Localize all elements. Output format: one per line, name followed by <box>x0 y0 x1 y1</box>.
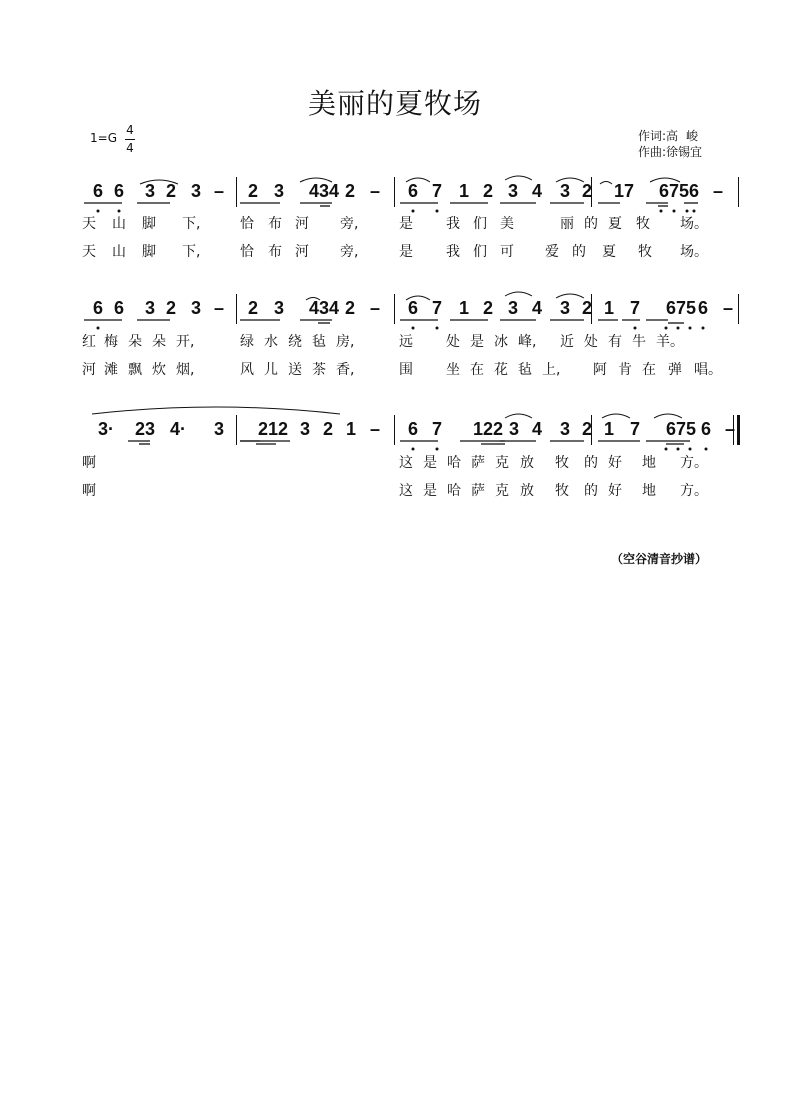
lyric-syllable: 克 <box>495 483 509 499</box>
octave-dot <box>665 448 668 451</box>
note: 3· <box>97 419 114 439</box>
slur <box>406 178 430 182</box>
note: – <box>369 181 380 201</box>
note: 7 <box>431 419 442 439</box>
note: 3 <box>507 181 518 201</box>
lyric-syllable: 我 <box>446 244 460 260</box>
octave-dot <box>665 327 668 330</box>
lyric-syllable: 绕 <box>288 334 302 350</box>
lyric-syllable: 方。 <box>680 483 708 499</box>
octave-dot <box>412 448 415 451</box>
lyric-syllable: 旁, <box>340 244 359 260</box>
lyric-syllable: 冰 <box>494 334 508 350</box>
octave-dot <box>436 448 439 451</box>
note: 6 <box>697 298 708 318</box>
octave-dot <box>705 448 708 451</box>
note: 7 <box>431 181 442 201</box>
lyric-syllable: 布 <box>268 216 282 232</box>
note: 6 <box>92 298 103 318</box>
note: 3 <box>190 181 201 201</box>
note: 122 <box>472 419 504 439</box>
note: 1 <box>603 298 614 318</box>
lyric-syllable: 儿 <box>264 362 278 378</box>
lyric-syllable: 有 <box>608 334 622 350</box>
note: 675 <box>665 419 697 439</box>
lyric-syllable: 的 <box>584 455 598 471</box>
lyric-syllable: 啊 <box>82 455 96 471</box>
lyricist-name: 峻 <box>686 129 699 143</box>
note: 3 <box>559 181 570 201</box>
lyric-syllable: 哈 <box>447 455 461 471</box>
lyric-syllable: 哈 <box>447 483 461 499</box>
lyric-syllable: 炊 <box>152 362 166 378</box>
note: 6 <box>688 181 699 201</box>
octave-dot <box>97 210 100 213</box>
lyric-syllable: 地 <box>642 483 656 499</box>
octave-dot <box>686 210 689 213</box>
lyric-syllable: 香, <box>336 362 355 378</box>
lyric-syllable: 处 <box>584 334 598 350</box>
lyricist-label: 作词:高 <box>638 129 679 143</box>
lyric-syllable: 河 <box>82 362 96 378</box>
lyric-syllable: 梅 <box>104 334 118 350</box>
song-title: 美丽的夏牧场 <box>307 87 482 120</box>
note: 2 <box>482 298 493 318</box>
lyric-syllable: 峰, <box>518 334 537 350</box>
lyric-syllable: 羊。 <box>656 334 684 350</box>
lyric-syllable: 开, <box>176 334 195 350</box>
lyric-syllable: 水 <box>264 334 278 350</box>
lyric-syllable: 们 <box>473 244 487 260</box>
lyric-syllable: 是 <box>399 216 413 232</box>
note: 1 <box>458 181 469 201</box>
note: 3 <box>559 298 570 318</box>
lyric-syllable: 方。 <box>680 455 708 471</box>
lyric-syllable: 克 <box>495 455 509 471</box>
lyric-syllable: 是 <box>423 483 437 499</box>
lyric-syllable: 在 <box>470 362 484 378</box>
lyric-syllable: 飘 <box>128 362 142 378</box>
note: 6 <box>113 181 124 201</box>
note: 675 <box>665 298 697 318</box>
lyric-syllable: 处 <box>446 334 460 350</box>
note: 3 <box>273 298 284 318</box>
note: 2 <box>247 181 258 201</box>
note: 4· <box>169 419 186 439</box>
octave-dot <box>436 327 439 330</box>
note: 7 <box>431 298 442 318</box>
octave-dot <box>673 210 676 213</box>
note: 2 <box>344 298 355 318</box>
note: 6 <box>700 419 711 439</box>
lyric-syllable: 好 <box>608 483 622 499</box>
octave-dot <box>660 210 663 213</box>
octave-dot <box>689 327 692 330</box>
meter-top: 4 <box>126 123 134 137</box>
lyric-syllable: 牧 <box>636 216 650 232</box>
note: 23 <box>134 419 156 439</box>
lyric-syllable: 烟, <box>176 362 195 378</box>
slur <box>602 414 630 418</box>
note: 2 <box>344 181 355 201</box>
note: – <box>712 181 723 201</box>
lyric-syllable: 河 <box>295 216 309 232</box>
note: 3 <box>213 419 224 439</box>
lyric-syllable: 河 <box>295 244 309 260</box>
lyric-syllable: 朵 <box>152 334 166 350</box>
note: 6 <box>407 419 418 439</box>
lyric-syllable: 可 <box>500 244 514 260</box>
note: 6 <box>407 181 418 201</box>
lyric-syllable: 在 <box>642 362 656 378</box>
lyric-syllable: 坐 <box>446 362 460 378</box>
octave-dot <box>677 448 680 451</box>
note: 3 <box>144 181 155 201</box>
lyric-syllable: 唱。 <box>694 362 722 378</box>
lyric-syllable: 夏 <box>602 244 616 260</box>
lyric-syllable: 这 <box>399 455 413 471</box>
note: 6 <box>92 181 103 201</box>
slur <box>306 298 320 301</box>
octave-dot <box>412 327 415 330</box>
lyric-syllable: 花 <box>494 362 508 378</box>
note: 3 <box>190 298 201 318</box>
note: – <box>213 181 224 201</box>
note: 2 <box>581 298 592 318</box>
slur <box>654 414 682 418</box>
lyric-syllable: 地 <box>642 455 656 471</box>
slur <box>505 176 532 180</box>
lyric-syllable: 放 <box>520 483 534 499</box>
lyric-syllable: 们 <box>473 216 487 232</box>
lyric-syllable: 旁, <box>340 216 359 232</box>
note: 7 <box>629 419 640 439</box>
octave-dot <box>436 210 439 213</box>
lyric-syllable: 阿 <box>593 362 607 378</box>
note: 3 <box>299 419 310 439</box>
lyric-syllable: 送 <box>288 362 302 378</box>
note: 2 <box>482 181 493 201</box>
lyric-syllable: 丽 <box>560 216 574 232</box>
lyric-syllable: 是 <box>423 455 437 471</box>
octave-dot <box>634 327 637 330</box>
note: 3 <box>508 419 519 439</box>
lyric-syllable: 茶 <box>312 362 326 378</box>
lyric-syllable: 牧 <box>638 244 652 260</box>
source-note: （空谷清音抄谱） <box>611 552 708 566</box>
slur <box>505 292 532 296</box>
lyric-syllable: 布 <box>268 244 282 260</box>
lyric-syllable: 是 <box>399 244 413 260</box>
slur <box>300 178 332 182</box>
octave-dot <box>118 210 121 213</box>
note: 675 <box>658 181 690 201</box>
lyric-syllable: 场。 <box>680 216 708 232</box>
note: 4 <box>531 298 542 318</box>
lyric-syllable: 远 <box>399 334 413 350</box>
lyric-syllable: 下, <box>182 244 201 260</box>
lyric-syllable: 围 <box>399 362 413 378</box>
note: 434 <box>308 181 340 201</box>
lyric-syllable: 弹 <box>668 362 682 378</box>
octave-dot <box>689 448 692 451</box>
note: – <box>369 298 380 318</box>
note: 7 <box>629 298 640 318</box>
lyric-syllable: 牛 <box>632 334 646 350</box>
lyric-syllable: 上, <box>542 362 561 378</box>
octave-dot <box>677 327 680 330</box>
composer-label: 作曲:徐锡宜 <box>638 145 703 159</box>
lyric-syllable: 我 <box>446 216 460 232</box>
note: 434 <box>308 298 340 318</box>
note: 2 <box>581 419 592 439</box>
key-signature: 1=G <box>90 131 117 145</box>
lyric-syllable: 绿 <box>240 334 254 350</box>
lyric-syllable: 放 <box>520 455 534 471</box>
slur <box>406 296 430 300</box>
lyric-syllable: 红 <box>82 334 96 350</box>
lyric-syllable: 山 <box>112 216 126 232</box>
note: 3 <box>559 419 570 439</box>
note: 2 <box>322 419 333 439</box>
lyric-syllable: 下, <box>182 216 201 232</box>
note: 2 <box>165 298 176 318</box>
lyric-syllable: 风 <box>240 362 254 378</box>
lyric-syllable: 是 <box>470 334 484 350</box>
note: – <box>722 298 733 318</box>
note: 3 <box>273 181 284 201</box>
slur <box>556 294 584 298</box>
lyric-syllable: 滩 <box>104 362 118 378</box>
lyric-syllable: 啊 <box>82 483 96 499</box>
lyric-syllable: 好 <box>608 455 622 471</box>
lyric-syllable: 牧 <box>555 455 569 471</box>
lyric-syllable: 天 <box>82 216 96 232</box>
lyric-syllable: 夏 <box>608 216 622 232</box>
note: 3 <box>144 298 155 318</box>
lyric-syllable: 的 <box>584 216 598 232</box>
slur <box>556 178 584 182</box>
note: 6 <box>113 298 124 318</box>
note: 1 <box>345 419 356 439</box>
slur <box>650 178 680 182</box>
note: – <box>213 298 224 318</box>
lyric-syllable: 毡 <box>312 334 326 350</box>
lyric-syllable: 天 <box>82 244 96 260</box>
octave-dot <box>412 210 415 213</box>
note: 17 <box>613 181 635 201</box>
note: 1 <box>458 298 469 318</box>
lyric-syllable: 恰 <box>240 244 254 260</box>
lyric-syllable: 这 <box>399 483 413 499</box>
note: 3 <box>507 298 518 318</box>
note: 2 <box>247 298 258 318</box>
note: 2 <box>581 181 592 201</box>
lyric-syllable: 脚 <box>142 216 156 232</box>
slur <box>140 180 178 184</box>
slur <box>505 414 532 418</box>
lyric-syllable: 肯 <box>618 362 632 378</box>
note: – <box>724 419 735 439</box>
lyric-syllable: 的 <box>572 244 586 260</box>
lyric-syllable: 牧 <box>555 483 569 499</box>
note: 212 <box>257 419 289 439</box>
octave-dot <box>702 327 705 330</box>
note: 4 <box>531 181 542 201</box>
lyric-syllable: 美 <box>500 216 514 232</box>
note: 4 <box>531 419 542 439</box>
lyric-syllable: 场。 <box>680 244 708 260</box>
note: 1 <box>603 419 614 439</box>
slur <box>600 182 612 185</box>
lyric-syllable: 房, <box>336 334 355 350</box>
octave-dot <box>97 327 100 330</box>
note: 2 <box>165 181 176 201</box>
octave-dot <box>693 210 696 213</box>
meter-bottom: 4 <box>126 141 134 155</box>
lyric-syllable: 萨 <box>471 483 485 499</box>
lyric-syllable: 萨 <box>471 455 485 471</box>
lyric-syllable: 的 <box>584 483 598 499</box>
lyric-syllable: 近 <box>560 334 574 350</box>
lyric-syllable: 爱 <box>545 244 559 260</box>
lyric-syllable: 山 <box>112 244 126 260</box>
lyric-syllable: 脚 <box>142 244 156 260</box>
slur <box>92 407 340 414</box>
lyric-syllable: 朵 <box>128 334 142 350</box>
lyric-syllable: 毡 <box>518 362 532 378</box>
lyric-syllable: 恰 <box>240 216 254 232</box>
note: 6 <box>407 298 418 318</box>
note: – <box>369 419 380 439</box>
